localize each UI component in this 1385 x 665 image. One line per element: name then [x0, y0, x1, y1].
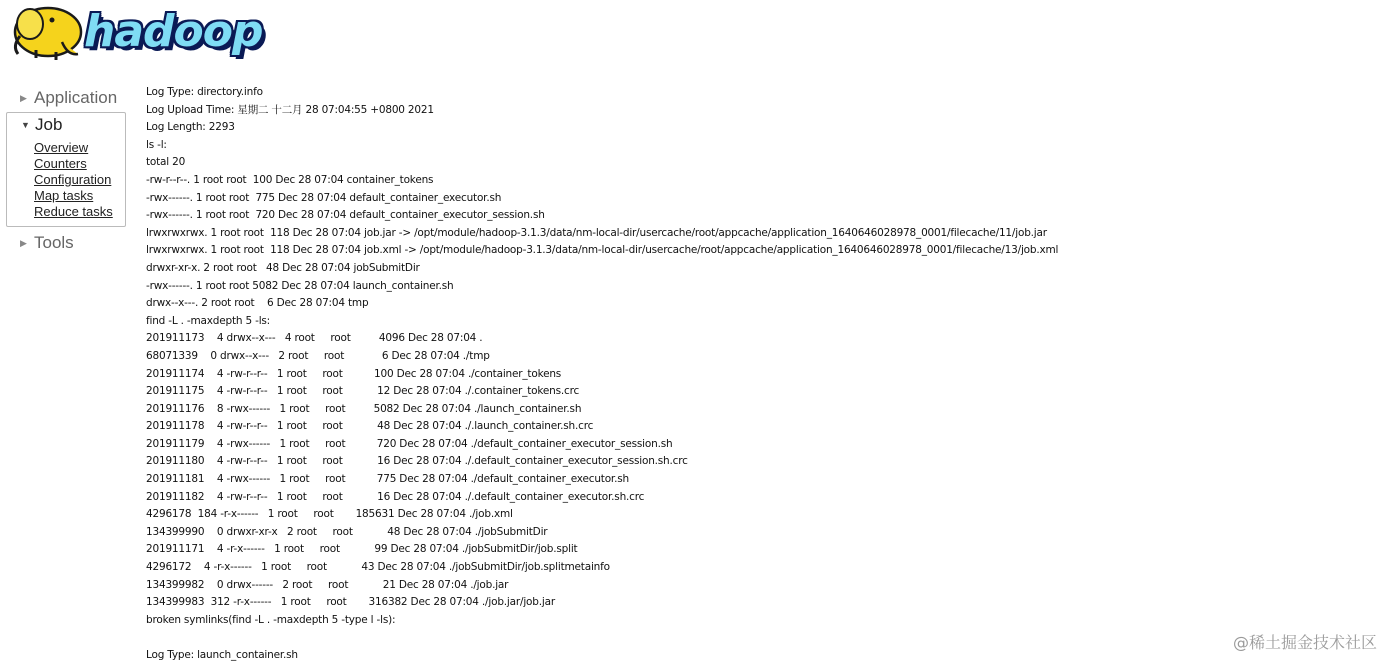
log-line: 201911176 8 -rwx------ 1 root root 5082 Dec 28 07:04 ./launch_container.sh	[146, 402, 582, 415]
log-line: broken symlinks(find -L . -maxdepth 5 -type l -ls):	[146, 613, 396, 626]
log-line: 201911182 4 -rw-r--r-- 1 root root 16 Dec 28 07:04 ./.default_container_executor.sh.crc	[146, 490, 645, 503]
nav-job-section	[6, 112, 126, 227]
log-line: 4296172 4 -r-x------ 1 root root 43 Dec 28 07:04 ./jobSubmitDir/job.splitmetainfo	[146, 561, 610, 574]
chevron-down-icon: ▼	[21, 120, 30, 130]
log-line: 4296178 184 -r-x------ 1 root root 185631 Dec 28 07:04 ./job.xml	[146, 508, 513, 521]
nav-job[interactable]	[7, 113, 125, 137]
log-line: 134399983 312 -r-x------ 1 root root 316382 Dec 28 07:04 ./job.jar/job.jar	[146, 596, 555, 609]
link-configuration[interactable]: Configuration	[34, 172, 112, 187]
hadoop-logo-text: hadoop	[84, 6, 263, 57]
log-line: 68071339 0 drwx--x--- 2 root root 6 Dec 28 07:04 ./tmp	[146, 349, 490, 362]
chevron-right-icon: ▶	[20, 238, 27, 248]
log-line: 201911181 4 -rwx------ 1 root root 775 Dec 28 07:04 ./default_container_executor.sh	[146, 473, 629, 486]
log-line: 201911174 4 -rw-r--r-- 1 root root 100 Dec 28 07:04 ./container_tokens	[146, 367, 562, 380]
log-line: lrwxrwxrwx. 1 root root 118 Dec 28 07:04 job.xml -> /opt/module/hadoop-3.1.3/data/nm-local-dir/usercache/root/appcache/application_1640646028978_0001/filecache/13/job.xml	[146, 244, 1059, 257]
hadoop-elephant-logo-icon	[8, 0, 88, 62]
log-line: drwxr-xr-x. 2 root root 48 Dec 28 07:04 jobSubmitDir	[146, 261, 420, 274]
log-line: 201911175 4 -rw-r--r-- 1 root root 12 Dec 28 07:04 ./.container_tokens.crc	[146, 385, 580, 398]
log-line: -rw-r--r--. 1 root root 100 Dec 28 07:04 container_tokens	[146, 173, 434, 186]
chevron-right-icon: ▶	[20, 93, 27, 103]
log-line: drwx--x---. 2 root root 6 Dec 28 07:04 tmp	[146, 297, 369, 310]
watermark: @稀土掘金技术社区	[1232, 633, 1377, 652]
log-content	[146, 84, 1376, 665]
nav-application-label: Application	[34, 88, 118, 107]
link-overview[interactable]: Overview	[34, 140, 89, 155]
log-line: Log Upload Time: 星期二 十二月 28 07:04:55 +0800 2021	[146, 103, 434, 116]
log-line: -rwx------. 1 root root 775 Dec 28 07:04 default_container_executor.sh	[146, 191, 502, 204]
log-line: lrwxrwxrwx. 1 root root 118 Dec 28 07:04 job.jar -> /opt/module/hadoop-3.1.3/data/nm-local-dir/usercache/root/appcache/application_1640646028978_0001/filecache/11/job.jar	[146, 226, 1047, 239]
log-line: -rwx------. 1 root root 5082 Dec 28 07:04 launch_container.sh	[146, 279, 454, 292]
log-line: 134399990 0 drwxr-xr-x 2 root root 48 Dec 28 07:04 ./jobSubmitDir	[146, 525, 548, 538]
nav-tools[interactable]	[6, 231, 126, 255]
sidebar-nav	[6, 86, 126, 255]
log-line: 201911173 4 drwx--x--- 4 root root 4096 Dec 28 07:04 .	[146, 332, 483, 345]
log-line: 201911180 4 -rw-r--r-- 1 root root 16 Dec 28 07:04 ./.default_container_executor_session.sh.crc	[146, 455, 688, 468]
log-line: 134399982 0 drwx------ 2 root root 21 Dec 28 07:04 ./job.jar	[146, 578, 509, 591]
log-line: 201911178 4 -rw-r--r-- 1 root root 48 Dec 28 07:04 ./.launch_container.sh.crc	[146, 420, 594, 433]
log-line: Log Type: directory.info	[146, 86, 263, 98]
link-map-tasks[interactable]: Map tasks	[34, 188, 94, 203]
log-line: Log Type: launch_container.sh	[146, 649, 298, 661]
link-counters[interactable]: Counters	[34, 156, 87, 171]
log-line: find -L . -maxdepth 5 -ls:	[146, 314, 271, 327]
nav-application[interactable]	[6, 86, 126, 110]
nav-tools-label: Tools	[34, 233, 74, 252]
log-line: 201911179 4 -rwx------ 1 root root 720 Dec 28 07:04 ./default_container_executor_session.sh	[146, 437, 673, 450]
link-reduce-tasks[interactable]: Reduce tasks	[34, 204, 113, 219]
log-line: ls -l:	[146, 138, 167, 151]
nav-job-label: Job	[35, 115, 63, 134]
log-line: Log Length: 2293	[146, 121, 235, 134]
header	[8, 0, 308, 66]
log-line: total 20	[146, 156, 186, 169]
log-line	[146, 629, 1376, 647]
job-sublinks	[34, 140, 125, 220]
log-line: -rwx------. 1 root root 720 Dec 28 07:04 default_container_executor_session.sh	[146, 209, 545, 222]
log-line: 201911171 4 -r-x------ 1 root root 99 Dec 28 07:04 ./jobSubmitDir/job.split	[146, 543, 578, 556]
